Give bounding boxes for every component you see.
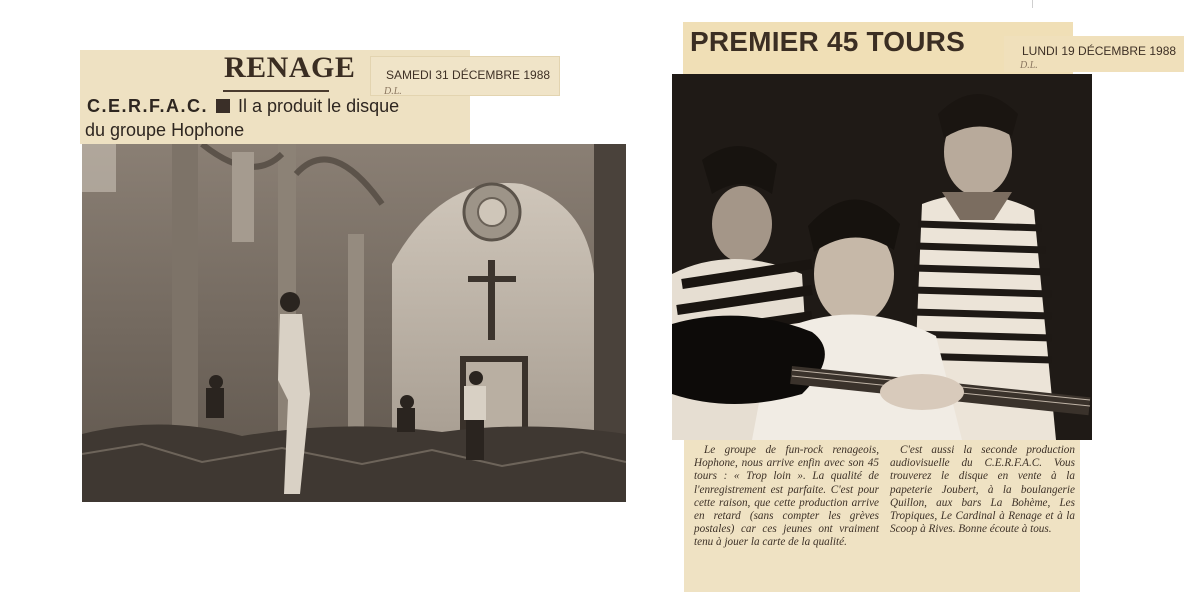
left-headline-line1 bbox=[87, 96, 399, 117]
headline-org: C.E.R.F.A.C. bbox=[87, 96, 209, 116]
band-portrait-photo bbox=[672, 74, 1092, 440]
right-clipping-date: LUNDI 19 DÉCEMBRE 1988 bbox=[1022, 44, 1177, 58]
left-clipping-town: RENAGE bbox=[224, 51, 356, 84]
right-clipping-title: PREMIER 45 TOURS bbox=[690, 26, 965, 57]
right-clipping-source: D.L. bbox=[1020, 60, 1038, 71]
left-clipping-source: D.L. bbox=[384, 86, 402, 97]
left-clipping-date: SAMEDI 31 DÉCEMBRE 1988 bbox=[386, 68, 551, 82]
left-headline-line2: du groupe Hophone bbox=[85, 120, 245, 140]
headline-rest: Il a produit le disque bbox=[238, 96, 400, 116]
article-column-2: C'est aussi la seconde production audiovisuelle du C.E.R.F.A.C. Vous trouverez le disque en vente à la papeterie Joubert, à la boulangerie Quillon, aux bars La Bohème, Les Tropiques, Le Cardinal à Renage et à la Scoop à Rives. Bonne écoute à tous. bbox=[890, 444, 1075, 536]
ruined-chapel-photo bbox=[82, 144, 626, 502]
square-bullet-icon bbox=[216, 99, 230, 113]
town-underline bbox=[223, 90, 329, 92]
article-column-1: Le groupe de fun-rock renageois, Hophone, nous arrive enfin avec son 45 tours : « Trop loin ». La qualité de l'enregistrement est parfaite. C'est pour cette raison, que cette production arrive en retard (sans compter les grèves postales) car ces jeunes ont vraiment tenu à jouer la carte de la qualité. bbox=[694, 444, 879, 549]
edge-mark bbox=[1032, 0, 1033, 8]
